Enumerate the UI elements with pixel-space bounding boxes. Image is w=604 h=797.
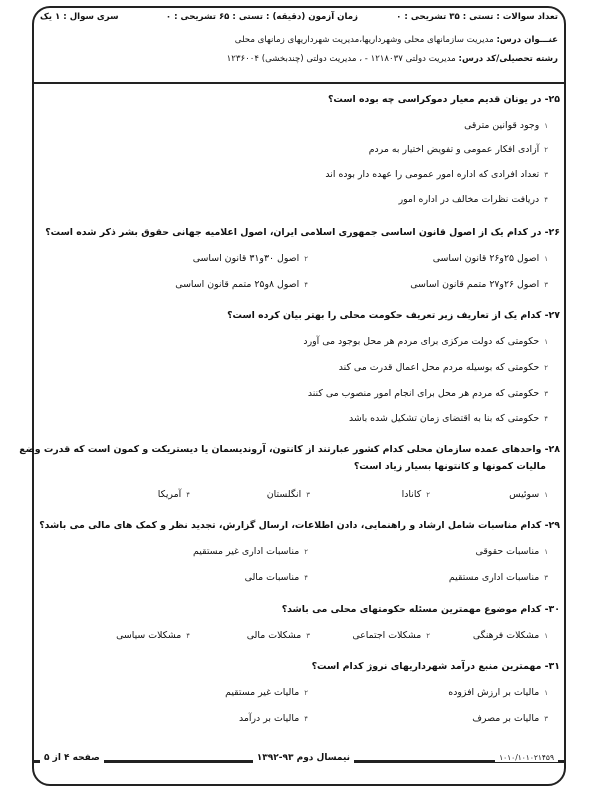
question-count: تعداد سوالات : تستی : ۳۵ تشریحی : ۰ — [396, 12, 558, 22]
question-29 — [40, 520, 560, 531]
question-text: ۲۹- کدام مناسبات شامل ارشاد و راهنمایی، دادن اطلاعات، ارسال گزارش، تجدید نظر و کمک های مالی می باشد؟ — [39, 520, 560, 531]
question-text: ۲۸- واحدهای عمده سازمان محلی کدام کشور عبارتند از کانتون، آروندیسمان یا دیستریکت و کمون است که قدرت وضع — [19, 444, 560, 455]
field-value: مدیریت دولتی ۱۲۱۸۰۳۷ - ، مدیریت دولتی (چندبخشی) ۱۲۳۶۰۰۴ — [226, 54, 456, 64]
option[interactable]: ۱وجود قوانین مترقی — [464, 120, 548, 131]
option[interactable]: ۲حکومتی که بوسیله مردم محل اعمال قدرت می کند — [338, 362, 548, 373]
option[interactable]: ۴مناسبات مالی — [244, 572, 308, 583]
option[interactable]: ۳انگلستان — [266, 489, 310, 500]
option[interactable]: ۲آزادی افکار عمومی و تفویض اختیار به مردم — [368, 144, 548, 155]
semester-label: نیمسال دوم ۹۳-۱۳۹۲ — [253, 753, 354, 763]
option[interactable]: ۳حکومتی که مردم هر محل برای انجام امور منصوب می کنند — [307, 388, 548, 399]
option[interactable]: ۳اصول ۲۶و۲۷ متمم قانون اساسی — [410, 279, 548, 290]
question-text: ۳۱- مهمترین منبع درآمد شهرداریهای نروژ کدام است؟ — [311, 661, 560, 672]
question-text: ۳۰- کدام موضوع مهمترین مسئله حکومتهای محلی می باشد؟ — [281, 604, 560, 615]
option[interactable]: ۴دریافت نظرات مخالف در اداره امور — [398, 194, 548, 205]
question-27 — [40, 310, 560, 321]
option[interactable]: ۴مالیات بر درآمد — [238, 713, 308, 724]
option[interactable]: ۴حکومتی که بنا به اقتضای زمان تشکیل شده باشد — [348, 413, 548, 424]
question-31 — [40, 661, 560, 672]
option[interactable]: ۱مالیات بر ارزش افزوده — [448, 687, 548, 698]
course-name: مدیریت سازمانهای محلی وشهرداریها،مدیریت شهرداریهای زمانهای محلی — [234, 35, 494, 45]
exam-code: ۱۰۱۰/۱۰۱۰۲۱۴۵۹ — [495, 753, 558, 762]
option[interactable]: ۳مشکلات مالی — [246, 630, 310, 641]
question-28 — [19, 444, 560, 455]
option[interactable]: ۴مشکلات سیاسی — [116, 630, 190, 641]
question-text: ۲۶- در کدام یک از اصول قانون اساسی جمهوری اسلامی ایران، اصول اعلامیه جهانی حقوق بشر ذکر شده است؟ — [45, 227, 560, 238]
option[interactable]: ۱اصول ۲۵و۲۶ قانون اساسی — [432, 253, 548, 264]
exam-header — [34, 8, 564, 84]
course-title-label: عنـــوان درس: — [496, 35, 558, 45]
series-label: سری سوال : ۱ یک — [40, 12, 119, 22]
question-text: ۲۵- در یونان قدیم معیار دموکراسی چه بوده است؟ — [327, 94, 560, 105]
option[interactable]: ۳مالیات بر مصرف — [472, 713, 548, 724]
question-text: ۲۷- کدام یک از تعاریف زیر تعریف حکومت محلی را بهتر بیان کرده است؟ — [227, 310, 560, 321]
option[interactable]: ۱مشکلات فرهنگی — [472, 630, 548, 641]
exam-time: زمان آزمون (دقیقه) : تستی : ۶۵ تشریحی : ۰ — [165, 12, 358, 22]
option[interactable]: ۳مناسبات اداری مستقیم — [448, 572, 548, 583]
option[interactable]: ۲کانادا — [401, 489, 430, 500]
option[interactable]: ۱سوئیس — [509, 489, 548, 500]
question-26 — [40, 227, 560, 238]
option[interactable]: ۳تعداد افرادی که اداره امور عمومی را عهده دار بوده اند — [325, 169, 548, 180]
page-footer — [34, 752, 564, 770]
option[interactable]: ۲مناسبات اداری غیر مستقیم — [193, 546, 308, 557]
page-number: صفحه ۴ از ۵ — [40, 753, 104, 763]
question-30 — [40, 604, 560, 615]
option[interactable]: ۲اصول ۳۰و۳۱ قانون اساسی — [192, 253, 308, 264]
question-25 — [40, 94, 560, 105]
option[interactable]: ۱مناسبات حقوقی — [475, 546, 548, 557]
question-28-cont: مالیات کمونها و کانتونها بسیار زیاد است؟ — [353, 461, 546, 472]
option[interactable]: ۴آمریکا — [157, 489, 190, 500]
field-label: رشته تحصیلی/کد درس: — [458, 54, 558, 64]
option[interactable]: ۲مالیات غیر مستقیم — [225, 687, 308, 698]
option[interactable]: ۱حکومتی که دولت مرکزی برای مردم هر محل بوجود می آورد — [303, 336, 548, 347]
option[interactable]: ۴اصول ۸و۲۵ متمم قانون اساسی — [175, 279, 308, 290]
option[interactable]: ۲مشکلات اجتماعی — [352, 630, 430, 641]
